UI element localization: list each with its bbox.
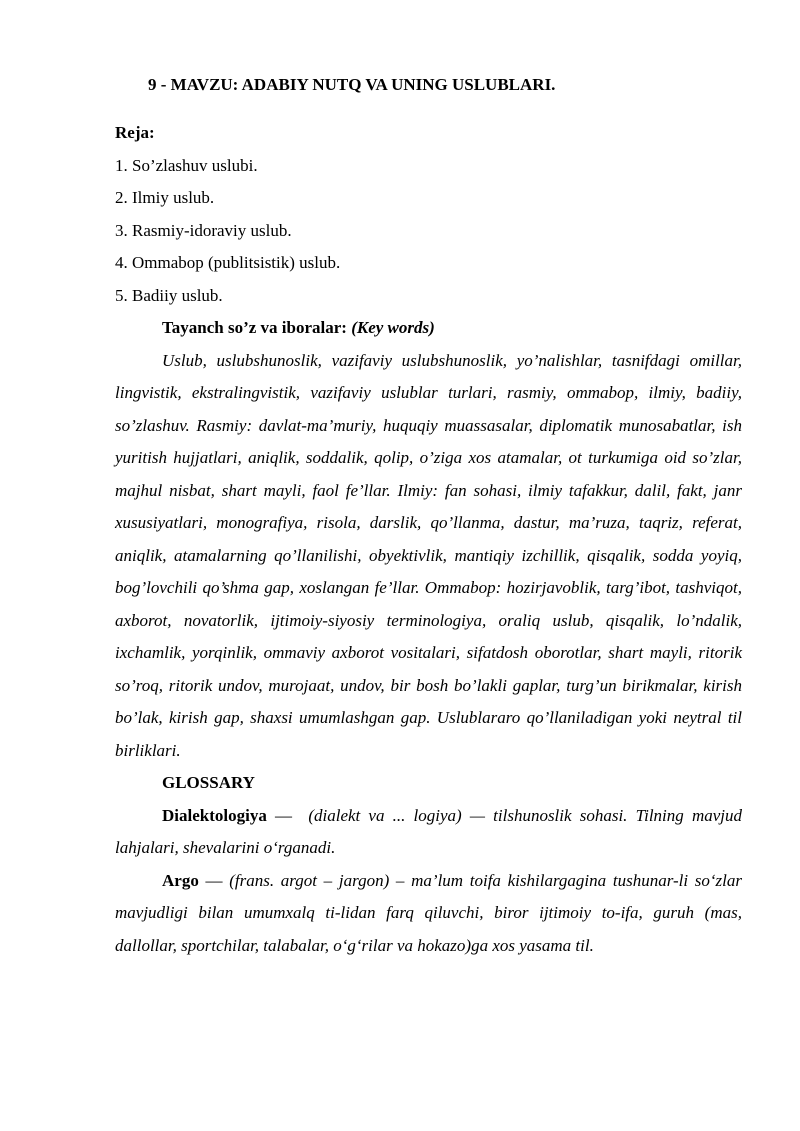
plan-label: Reja: [115,123,155,142]
keywords-heading: Tayanch so’z va iboralar: [162,318,347,337]
plan-list [115,150,742,313]
document-title: 9 - MAVZU: ADABIY NUTQ VA UNING USLUBLARI. [148,75,556,94]
glossary-definition: (frans. argot – jargon) – ma’lum toifa kishilargagina tushunar-li so‘zlar mavjudligi bilan umumxalq ti-lidan farq qiluvchi, biror ijtimoiy to-ifa, guruh (mas, dallollar, sportchilar, talabalar, o‘g‘rilar va hokazo)ga xos yasama til. [115,870,742,955]
plan-item: 2. Ilmiy uslub. [115,188,215,207]
keywords-heading-line [115,312,742,345]
plan-item: 4. Ommabop (publitsistik) uslub. [115,253,341,272]
glossary-definition: (dialekt va ... logiya) — tilshunoslik sohasi. Tilning mavjud lahjalari, shevalarini o‘rganadi. [115,805,742,857]
plan-item: 5. Badiiy uslub. [115,285,223,305]
plan-item: 1. So’zlashuv uslubi. [115,155,258,175]
glossary-term: Dialektologiya [162,805,267,825]
glossary-entry [115,800,742,865]
glossary-term: Argo [162,870,199,890]
plan-item: 3. Rasmiy-idoraviy uslub. [115,220,292,240]
glossary-entry [115,865,742,963]
keywords-paragraph: Uslub, uslubshunoslik, vazifaviy uslubshunoslik, yo’nalishlar, tasnifdagi omillar, lingvistik, ekstralingvistik, vazifaviy uslublar turlari, rasmiy, ommabop, ilmiy, badiiy, so’zlashuv. Rasmiy: davlat-ma’muriy, huquqiy muassasalar, diplomatik munosabatlar, ish yuritish hujjatlari, aniqlik, soddalik, qolip, o’ziga xos atamalar, ot turkumiga oid so’zlar, majhul nisbat, shart mayli, faol fe’llar. Ilmiy: fan sohasi, ilmiy tafakkur, dalil, fakt, janr xususiyatlari, monografiya, risola, darslik, qo’llanma, dastur, ma’ruza, taqriz, referat, aniqlik, atamalarning qo’llanilishi, obyektivlik, mantiqiy izchillik, qisqalik, sodda yoyiq, bog’lovchili qo’shma gap, xoslangan fe’llar. Ommabop: hozirjavoblik, targ’ibot, tashviqot, axborot, novatorlik, ijtimoiy-siyosiy terminologiya, oraliq uslub, qisqalik, lo’ndalik, ixchamlik, yorqinlik, ommaviy axborot vositalari, sifatdosh oborotlar, shart mayli, ritorik so’roq, ritorik undov, murojaat, undov, bir bosh bo’lakli gaplar, turg’un birikmalar, kirish bo’lak, kirish gap, shaxsi umumlashgan gap. Uslublararo qo’llaniladigan yoki neytral til birliklari. [115,350,742,760]
document-page [115,73,742,962]
glossary-dash: — [198,870,230,890]
glossary-dash: — [266,805,309,825]
glossary-heading: GLOSSARY [162,773,255,792]
keywords-heading-en: (Key words) [351,318,435,337]
